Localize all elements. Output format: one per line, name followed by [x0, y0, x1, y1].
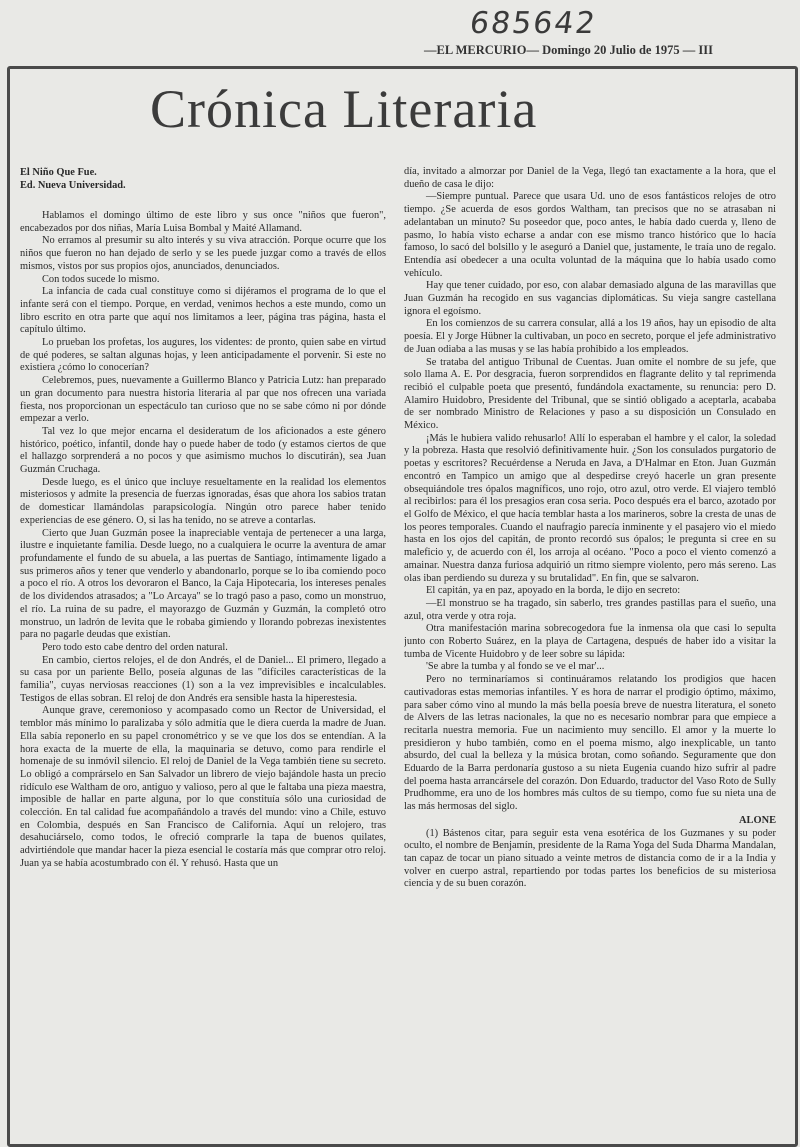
paragraph: La infancia de cada cual constituye como si dijéramos el programa de lo que el infante será con el tiempo. Porque, en verdad, venimos hechos a este mundo, como un libro escrito en otra parte que aquí nos limitamos a leer, página tras página, hasta el capítulo último.	[20, 286, 386, 336]
page-header: —EL MERCURIO— Domingo 20 Julio de 1975 — III	[424, 43, 713, 57]
paragraph: Aunque grave, ceremonioso y acompasado como un Rector de Universidad, el temblor más mínimo lo paralizaba y sólo admitía que le diera cuerda la madre de Juan. Ella sabía reponerlo en su papel cronométrico y se ve que los dos se entendían. A la hora exacta de la muerte de ella, la maquinaria se detuvo, como para rendirle el homenaje de su inmóvil silencio. El reloj de Daniel de la Vega también tiene su secreto. Lo obligó a comprárselo en San Salvador un librero de viejo bajándole hasta un precio ridículo ese Waltham de oro, antiguo y valioso, pero al que le faltaba una pieza maestra, imposible de hallar en parte alguna, por lo que constituía sólo una curiosidad de colección. En tal calidad fue acompañándolo a través del mundo: vino a Chile, estuvo en Colombia, después en San Francisco de California. Aquí un relojero, tras desahuciárselo, como todos, le ofreció comprarle la tapa de buenos quilates, advirtiéndole que mandar hacer la pieza esencial le costaría más que comprar otro reloj. Juan ya se había acostumbrado con él. Y rehusó. Hasta que un	[20, 705, 386, 869]
paragraph: No erramos al presumir su alto interés y su viva atracción. Porque ocurre que los niños que fueron no han dejado de serlo y se les puede juzgar como a través de ellos mismos, vistos por sus propios ojos, anunciados, denunciados.	[20, 235, 386, 272]
page-number: III	[698, 43, 713, 57]
paragraph: —El monstruo se ha tragado, sin saberlo, tres grandes pastillas para el sueño, una azul, otra verde y otra roja.	[404, 597, 776, 622]
paragraph: día, invitado a almorzar por Daniel de la Vega, llegó tan exactamente a la hora, que el dueño de casa le dijo:	[404, 166, 776, 190]
paragraph: En los comienzos de su carrera consular, allá a los 19 años, hay un episodio de alta poesía. El y Jorge Hübner la cultivaban, un poco en secreto, porque el jefe administrativo de Juan odiaba a las musas y se las había prohibido a los empleados.	[404, 318, 776, 355]
paragraph: En cambio, ciertos relojes, el de don Andrés, el de Daniel... El primero, llegado a su casa por un pariente Bello, poseía algunas de las "difíciles características de la familia", cuyas nerviosas reacciones (1) son a la vez imprevisibles e incalculables. Testigos de ellas sobran. El reloj de don Andrés era sensible hasta la hiperestesia.	[20, 654, 386, 704]
paragraph: Hay que tener cuidado, por eso, con alabar demasiado alguna de las maravillas que Juan Guzmán ha recogido en sus vagancias diplomáticas. Su vieja sangre castellana ignora el egoísmo.	[404, 280, 776, 317]
paragraph: Hablamos el domingo último de este libro y sus once "niños que fueron", encabezados por dos niñas, María Luisa Bombal y Maité Allamand.	[20, 210, 386, 234]
handwritten-number: 685642	[467, 6, 599, 41]
paragraph: El capitán, ya en paz, apoyado en la borda, le dijo en secreto:	[426, 585, 681, 597]
paragraph: Cierto que Juan Guzmán posee la inapreciable ventaja de pertenecer a una larga, ilustre e inquietante familia. Desde luego, no a cualquiera le ocurre la aventura de amar profundamente el fundo de su abuela, a las puertas de Santiago, íntimamente ligado a sus primeros años y tener que venderlo y abandonarlo, porque se lo iba comiendo poco a poco el río. A otros los devoraron el Banco, la Caja Hipotecaria, los intereses penales de los dividendos atrasados; a "Lo Arcaya" se lo tragó paso a paso, como un monstruo, el río. La ruina de su padre, el mayorazgo de Guzmán y Guzmán, la completó otro monstruo, un ladrón de levita que le robaba gimiendo y llorando pobrezas inexistentes para no pagarle deudas que existían.	[20, 527, 386, 641]
article-title: Crónica Literaria	[150, 79, 538, 139]
paragraph: —Siempre puntual. Parece que usara Ud. uno de esos fantásticos relojes de otro tiempo. ¿Se acuerda de esos gordos Waltham, tan precisos que no se atrasaban ni adelantaban un minuto? Su poseedor que, poco antes, le había dado cuerda y, lleno de pasmo, lo había visto echarse a andar con ese mismo tranco histórico que lo hacía famoso, lo sacó del bolsillo y le aseguró a Daniel que, justamente, le traía uno de regalo. Entendía así obedecer a una oculta voluntad de la máquina que lo había usado como vehículo.	[404, 191, 776, 279]
paragraph: 'Se abre la tumba y al fondo se ve el mar'...	[426, 661, 605, 673]
author-signature: ALONE	[739, 814, 776, 826]
paragraph: Desde luego, es el único que incluye resueltamente en la realidad los elementos misteriosos y admite la presencia de fuerzas ignoradas, ésas que ahora los sabios tratan de domesticar llamándolas parapsicología. Ningún otro parece haber tenido experiencias de ese género. O, si las ha tenido, no se atreve a contarlas.	[20, 476, 386, 526]
book-publisher: Ed. Nueva Universidad.	[20, 180, 126, 191]
book-info	[20, 166, 386, 192]
paragraph: Celebremos, pues, nuevamente a Guillermo Blanco y Patricia Lutz: han preparado un gran documento para nuestra historia literaria al par que nos ofrecen una variada fiesta, nos proporcionan un espectáculo tan curioso que no se sabe cómo ni por dónde empezar a verlo.	[20, 375, 386, 425]
paragraph: Tal vez lo que mejor encarna el desideratum de los aficionados a este género histórico, poético, infantil, donde hay o puede haber de todo (y estamos ciertos de que el hallazgo sorprenderá a no pocos y que asimismo muchos lo discutirán), sea Juan Guzmán Cruchaga.	[20, 425, 386, 476]
paragraph: Lo prueban los profetas, los augures, los videntes: de pronto, quien sabe en virtud de qué poderes, se saltan algunas hojas, y leen anticipadamente el porvenir. Si este no existiera ¿cómo lo conocerían?	[20, 337, 386, 374]
paragraph: Pero todo esto cabe dentro del orden natural.	[42, 641, 228, 653]
header-date: Domingo 20 Julio de 1975	[542, 43, 680, 57]
book-title: El Niño Que Fue.	[20, 167, 97, 178]
paragraph: ¡Más le hubiera valido rehusarlo! Allí lo esperaban el hambre y el calor, la soledad y la pobreza. Hasta que resolvió definitivamente huir. ¿Son los consulados purgatorio de poetas y escritores? Recuérdense a Neruda en Java, a D'Halmar en Eton. Juan Guzmán encontró en Tampico un amigo que al despedirse creyó hacerle un gran presente obsequiándole tres ópalos magníficos, uno rojo, otro azul, otro verde. El viajero tembló al recibirlos: para él los presagios eran cosa seria. Poco después era el barco, azotado por el Golfo de México, el que hacía temblar hasta a los marineros, sobre la cresta de unas de los peores temporales. Cuando el naufragio parecía inminente y el pasajero vio el miedo hasta en los ojos del capitán, de pronto recordó sus ópalos; le pregunta si cree en su maleficio y, de acuerdo con él, los arroja al océano. "Poco a poco el viento comenzó a amainar. Nuestra danza furiosa adquirió un ritmo siempre violento, pero más sereno. Las olas iban perdiendo su dureza y su brutalidad". En fin, que se salvaron.	[404, 432, 776, 584]
right-column	[404, 166, 776, 1136]
newspaper-name: EL MERCURIO	[436, 43, 527, 57]
footnote: (1) Bástenos citar, para seguir esta vena esotérica de los Guzmanes y su poder oculto, el nombre de Benjamín, presidente de la Rama Yoga del Suda Dharma Mandalan, tan capaz de tocar un piano situado a veinte metros de distancia como de ir a la India y volver en cuerpo astral, repartiendo por todas partes los beneficios de su misteriosa ciencia y de su buen corazón.	[404, 827, 776, 890]
paragraph: Otra manifestación marina sobrecogedora fue la inmensa ola que casi lo sepulta junto con Roberto Suárez, en la playa de Cartagena, después de haber ido a visitar la tumba de Vicente Huidobro y de leer sobre su lápida:	[404, 623, 776, 660]
left-column	[20, 166, 386, 1136]
paragraph: Con todos sucede lo mismo.	[42, 273, 160, 285]
paragraph: Pero no terminaríamos si continuáramos relatando los prodigios que hacen cautivadoras estas memorias infantiles. Y es hora de narrar el prodigio óptimo, máximo, para saber cómo vino al mundo la más bella poesía breve de nuestra literatura, el soneto de Alvers de las letras nacionales, la que no es necesario nombrar para que empiece a recitarla nuestra memoria. Fue un nacimiento muy sencillo. El amor y la muerte lo presidieron y hubo también, como en el poema mismo, algo inexplicable, un tanto absurdo, del cual la belleza y la música brotan, como soñando. Seguramente que don Eduardo de la Barra perdonaría gustoso a su nieta Eugenia cuando hizo sufrir al padre del poema hasta arrancársele del corazón. Don Eduardo, traductor del Vaso Roto de Sully Prudhomme, era uno de los hombres más cultos de su tiempo, como fue su nieta una de las más hermosas del siglo.	[404, 674, 776, 813]
paragraph: Se trataba del antiguo Tribunal de Cuentas. Juan omite el nombre de su jefe, que solo llama A. E. Por desgracia, fueron sorprendidos en flagrante delito y tal reprimenda recibió el culpable poeta que presentó, fundándola exactamente, su renuncia: pero D. Alamiro Huidobro, Presidente del Tribunal, que se sintió obligado a aceptarla, acababa de ser nombrado Ministro de Relaciones y paso a su disposición un Consulado en México.	[404, 356, 776, 432]
